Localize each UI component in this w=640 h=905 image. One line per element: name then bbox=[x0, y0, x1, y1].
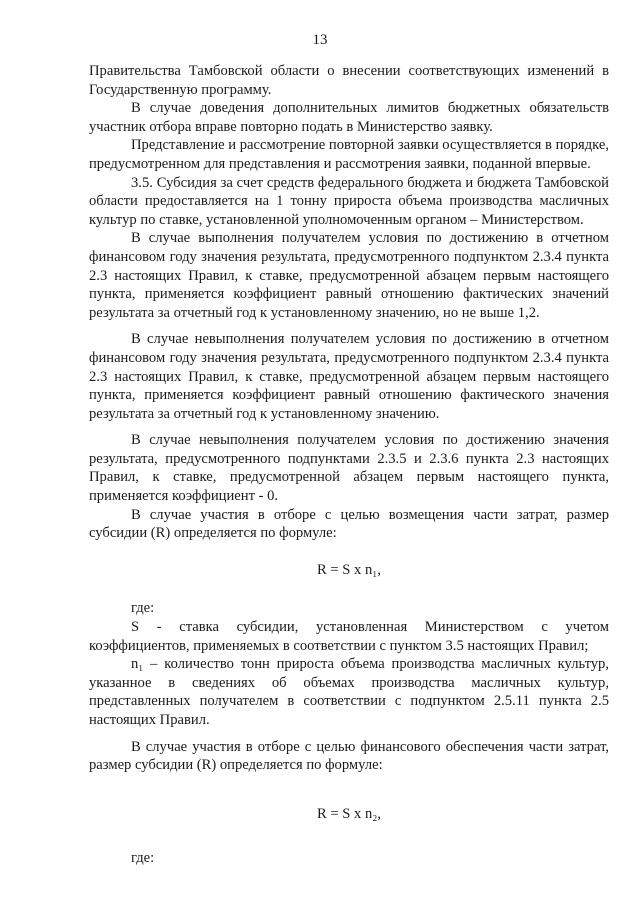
paragraph-result-achieved: В случае выполнения получателем условия по достижению в отчетном финансовом году значения результата, предусмотренного подпунктом 2.3.4 пункта 2.3 настоящих Правил, к ставке, предусмотренной абзацем первым настоящего пункта, применяется коэффициент равный отношению фактических значений результата за отчетный год к установленному значению, но не выше 1,2. bbox=[89, 230, 609, 321]
where-label: где: bbox=[131, 600, 155, 617]
definition-s: S - ставка субсидии, установленная Министерством с учетом коэффициентов, применяемых в соответствии с пунктом 3.5 настоящих Правил; bbox=[89, 619, 609, 654]
page-number: 13 bbox=[312, 32, 328, 48]
paragraph-government-program: Правительства Тамбовской области о внесении соответствующих изменений в Государственную программу. bbox=[89, 63, 609, 98]
formula-reimbursement: R = S x n₁, bbox=[316, 561, 381, 578]
paragraph-reimbursement-formula-intro: В случае участия в отборе с целью возмещения части затрат, размер субсидии (R) определяется по формуле: bbox=[89, 506, 609, 542]
paragraph-financing-formula-intro: В случае участия в отборе с целью финансового обеспечения части затрат, размер субсидии (R) определяется по формуле: bbox=[89, 738, 609, 774]
formula-financing: R = S x n₂, bbox=[316, 805, 381, 822]
paragraph-result-not-achieved: В случае невыполнения получателем условия по достижению в отчетном финансовом году значения результата, предусмотренного подпунктом 2.3.4 пункта 2.3 настоящих Правил, к ставке, предусмотренной абзацем первым настоящего пункта, применяется коэффициент равный отношению фактического значения результата за отчетный год к установленному значению. bbox=[89, 331, 609, 422]
paragraph-repeat-application: Представление и рассмотрение повторной заявки осуществляется в порядке, предусмотренном для представления и рассмотрения заявки, поданной впервые. bbox=[89, 137, 609, 172]
where-label-2: где: bbox=[131, 850, 155, 867]
paragraph-coefficient-zero: В случае невыполнения получателем условия по достижению значения результата, предусмотренного подпунктами 2.3.5 и 2.3.6 пункта 2.3 настоящих Правил, к ставке, предусмотренной абзацем первым настоящего пункта, применяется коэффициент - 0. bbox=[89, 432, 609, 505]
definition-n1: n₁ – количество тонн прироста объема производства масличных культур, указанное в сведениях об объемах производства масличных культур, представленных получателем в соответствии с подпунктом 2.5.11 пункта 2.5 настоящих Правил. bbox=[89, 656, 609, 728]
paragraph-clause-3-5: 3.5. Субсидия за счет средств федерального бюджета и бюджета Тамбовской области предоставляется на 1 тонну прироста объема производства масличных культур по ставке, установленной уполномоченным органом – Министерством. bbox=[89, 174, 609, 228]
document-body bbox=[89, 62, 609, 868]
paragraph-additional-limits: В случае доведения дополнительных лимитов бюджетных обязательств участник отбора вправе повторно подать в Министерство заявку. bbox=[89, 100, 609, 135]
